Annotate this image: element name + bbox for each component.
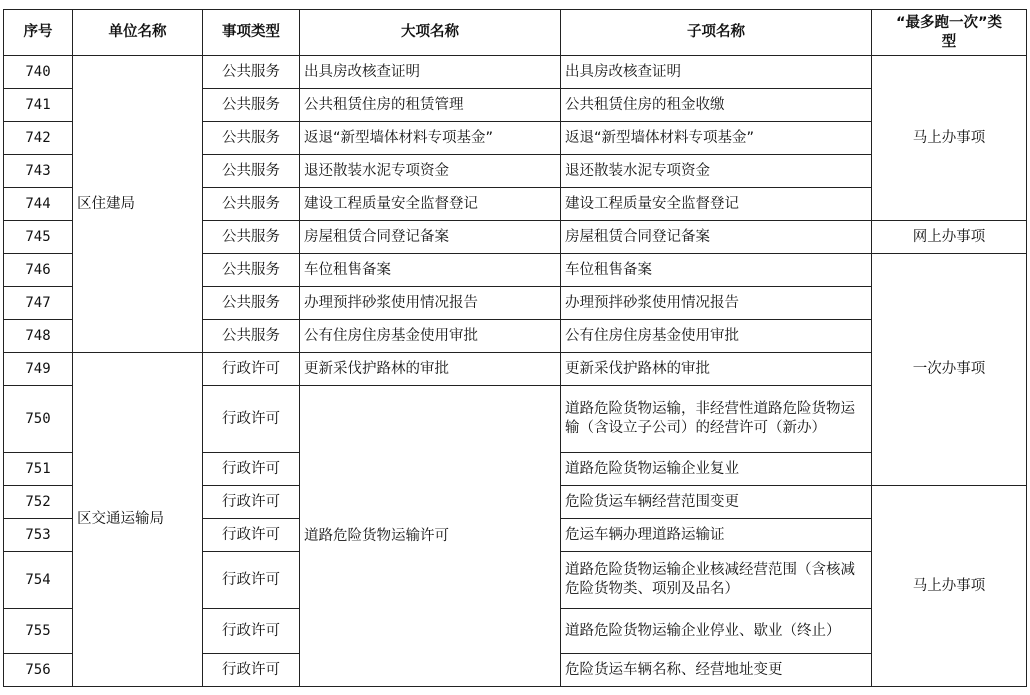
row-index: 749 [4, 353, 73, 386]
row-main-item: 车位租售备案 [300, 254, 561, 287]
row-main-item: 返退“新型墙体材料专项基金” [300, 122, 561, 155]
row-type: 行政许可 [203, 654, 300, 687]
row-index: 742 [4, 122, 73, 155]
row-sub-item: 道路危险货物运输企业停业、歇业（终止） [561, 609, 872, 654]
row-index: 747 [4, 287, 73, 320]
row-type: 行政许可 [203, 453, 300, 486]
header-sub-item: 子项名称 [561, 10, 872, 56]
row-index: 745 [4, 221, 73, 254]
row-sub-item: 公共租赁住房的租金收缴 [561, 89, 872, 122]
row-sub-item: 房屋租赁合同登记备案 [561, 221, 872, 254]
row-type: 公共服务 [203, 122, 300, 155]
row-sub-item: 车位租售备案 [561, 254, 872, 287]
row-type: 行政许可 [203, 386, 300, 453]
header-index: 序号 [4, 10, 73, 56]
run-type-cell: 马上办事项 [872, 56, 1027, 221]
run-type-cell: 马上办事项 [872, 486, 1027, 687]
header-main-item: 大项名称 [300, 10, 561, 56]
row-sub-item: 危险货运车辆名称、经营地址变更 [561, 654, 872, 687]
row-type: 行政许可 [203, 552, 300, 609]
row-index: 744 [4, 188, 73, 221]
row-main-item: 更新采伐护路林的审批 [300, 353, 561, 386]
row-type: 公共服务 [203, 287, 300, 320]
run-type-cell: 一次办事项 [872, 254, 1027, 486]
row-sub-item: 建设工程质量安全监督登记 [561, 188, 872, 221]
row-type: 公共服务 [203, 254, 300, 287]
unit-cell-housing: 区住建局 [73, 56, 203, 353]
row-sub-item: 办理预拌砂浆使用情况报告 [561, 287, 872, 320]
row-sub-item: 道路危险货物运输企业核减经营范围（含核减危险货物类、项别及品名） [561, 552, 872, 609]
row-sub-item: 公有住房住房基金使用审批 [561, 320, 872, 353]
row-index: 751 [4, 453, 73, 486]
row-index: 753 [4, 519, 73, 552]
row-main-item: 建设工程质量安全监督登记 [300, 188, 561, 221]
row-type: 公共服务 [203, 221, 300, 254]
row-type: 行政许可 [203, 486, 300, 519]
row-index: 746 [4, 254, 73, 287]
header-unit: 单位名称 [73, 10, 203, 56]
header-type: 事项类型 [203, 10, 300, 56]
row-index: 741 [4, 89, 73, 122]
row-index: 752 [4, 486, 73, 519]
run-type-cell: 网上办事项 [872, 221, 1027, 254]
row-sub-item: 退还散装水泥专项资金 [561, 155, 872, 188]
row-type: 公共服务 [203, 320, 300, 353]
header-run-type: “最多跑一次”类型 [872, 10, 1027, 56]
row-type: 公共服务 [203, 89, 300, 122]
row-index: 756 [4, 654, 73, 687]
row-index: 748 [4, 320, 73, 353]
row-index: 740 [4, 56, 73, 89]
row-type: 行政许可 [203, 519, 300, 552]
row-type: 公共服务 [203, 56, 300, 89]
row-main-item: 退还散装水泥专项资金 [300, 155, 561, 188]
table-row [4, 56, 1027, 89]
row-type: 行政许可 [203, 609, 300, 654]
row-sub-item: 更新采伐护路林的审批 [561, 353, 872, 386]
row-index: 750 [4, 386, 73, 453]
main-item-cell-dangerous-goods: 道路危险货物运输许可 [300, 386, 561, 687]
row-main-item: 公有住房住房基金使用审批 [300, 320, 561, 353]
row-index: 754 [4, 552, 73, 609]
row-type: 行政许可 [203, 353, 300, 386]
row-main-item: 出具房改核查证明 [300, 56, 561, 89]
items-table [3, 9, 1027, 687]
row-sub-item: 道路危险货物运输，非经营性道路危险货物运输（含设立子公司）的经营许可（新办） [561, 386, 872, 453]
row-sub-item: 危险货运车辆经营范围变更 [561, 486, 872, 519]
row-main-item: 房屋租赁合同登记备案 [300, 221, 561, 254]
row-main-item: 办理预拌砂浆使用情况报告 [300, 287, 561, 320]
row-sub-item: 道路危险货物运输企业复业 [561, 453, 872, 486]
row-index: 743 [4, 155, 73, 188]
row-sub-item: 返退“新型墙体材料专项基金” [561, 122, 872, 155]
header-row [4, 10, 1027, 56]
row-type: 公共服务 [203, 188, 300, 221]
row-sub-item: 危运车辆办理道路运输证 [561, 519, 872, 552]
unit-cell-transport: 区交通运输局 [73, 353, 203, 687]
row-sub-item: 出具房改核查证明 [561, 56, 872, 89]
row-index: 755 [4, 609, 73, 654]
row-main-item: 公共租赁住房的租赁管理 [300, 89, 561, 122]
row-type: 公共服务 [203, 155, 300, 188]
